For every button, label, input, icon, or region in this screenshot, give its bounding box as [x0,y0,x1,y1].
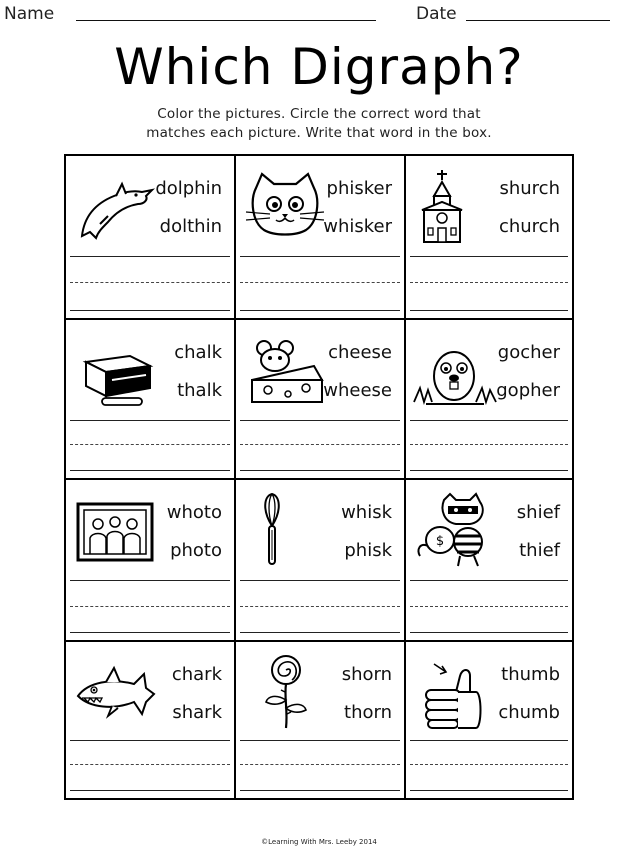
word-option[interactable]: dolthin [159,216,222,237]
date-field[interactable] [466,20,610,21]
photo-icon [72,490,158,570]
cell-dolphin [66,156,234,318]
copyright-footer: ©Learning With Mrs. Leeby 2014 [261,838,377,846]
word-option[interactable]: chumb [498,702,560,723]
writing-line [70,606,230,607]
name-label: Name [4,4,55,24]
writing-line [410,470,568,471]
name-field[interactable] [76,20,376,21]
word-option[interactable]: thief [519,540,560,561]
writing-line [240,606,400,607]
thief-icon [412,490,498,570]
word-option[interactable]: thorn [344,702,392,723]
word-option[interactable]: shief [516,502,560,523]
writing-line [410,256,568,257]
word-option[interactable]: shorn [341,664,392,685]
writing-line [410,632,568,633]
word-option[interactable]: church [498,216,560,237]
cell-chalk [66,320,234,478]
word-option[interactable]: thalk [177,380,222,401]
writing-line [410,444,568,445]
word-option[interactable]: gocher [497,342,560,363]
writing-line [70,740,230,741]
word-option[interactable]: chalk [174,342,222,363]
writing-line [240,256,400,257]
word-option[interactable]: wheese [323,380,392,401]
word-option[interactable]: cheese [328,342,392,363]
writing-line [240,420,400,421]
word-option[interactable]: chark [171,664,222,685]
church-icon [412,166,498,246]
dolphin-icon [72,166,158,246]
writing-line [240,632,400,633]
writing-line [410,580,568,581]
writing-line [410,606,568,607]
writing-line [240,470,400,471]
writing-line [410,740,568,741]
shark-icon [72,652,158,732]
writing-line [240,580,400,581]
instructions-line-1: Color the pictures. Circle the correct word that [157,106,481,122]
writing-line [70,282,230,283]
cheese-icon [242,330,328,410]
whisk-icon [242,490,328,570]
word-option[interactable]: phisker [326,178,392,199]
writing-line [410,764,568,765]
worksheet-grid [64,154,574,800]
writing-line [70,310,230,311]
word-option[interactable]: thumb [501,664,560,685]
writing-line [70,256,230,257]
word-option[interactable]: whoto [166,502,222,523]
gopher-icon [412,330,498,410]
cell-whisk [236,480,404,640]
writing-line [240,444,400,445]
writing-line [70,764,230,765]
instructions-line-2: matches each picture. Write that word in the box. [146,125,492,141]
word-option[interactable]: shark [172,702,222,723]
writing-line [240,740,400,741]
cell-rose [236,642,404,798]
writing-line [410,790,568,791]
cell-thumb [406,642,572,798]
cell-shark [66,642,234,798]
writing-line [410,420,568,421]
writing-line [70,580,230,581]
cell-cheese [236,320,404,478]
writing-line [70,420,230,421]
chalk-icon [72,330,158,410]
writing-line [240,310,400,311]
word-option[interactable]: photo [170,540,222,561]
cell-gopher [406,320,572,478]
word-option[interactable]: phisk [344,540,392,561]
cell-church [406,156,572,318]
writing-line [240,790,400,791]
writing-line [410,310,568,311]
cell-thief [406,480,572,640]
writing-line [70,470,230,471]
thumb-icon [412,652,498,732]
cell-photo [66,480,234,640]
word-option[interactable]: shurch [499,178,560,199]
page-title: Which Digraph? [114,38,524,96]
cell-cat [236,156,404,318]
word-option[interactable]: whisk [341,502,392,523]
writing-line [240,282,400,283]
cat-icon [242,166,328,246]
writing-line [240,764,400,765]
rose-icon [242,652,328,732]
word-option[interactable]: gopher [496,380,560,401]
header-row [0,2,638,26]
writing-line [70,790,230,791]
word-option[interactable]: dolphin [155,178,222,199]
date-label: Date [416,4,457,24]
writing-line [70,444,230,445]
writing-line [410,282,568,283]
word-option[interactable]: whisker [323,216,392,237]
svg-text:$: $ [435,534,445,549]
writing-line [70,632,230,633]
